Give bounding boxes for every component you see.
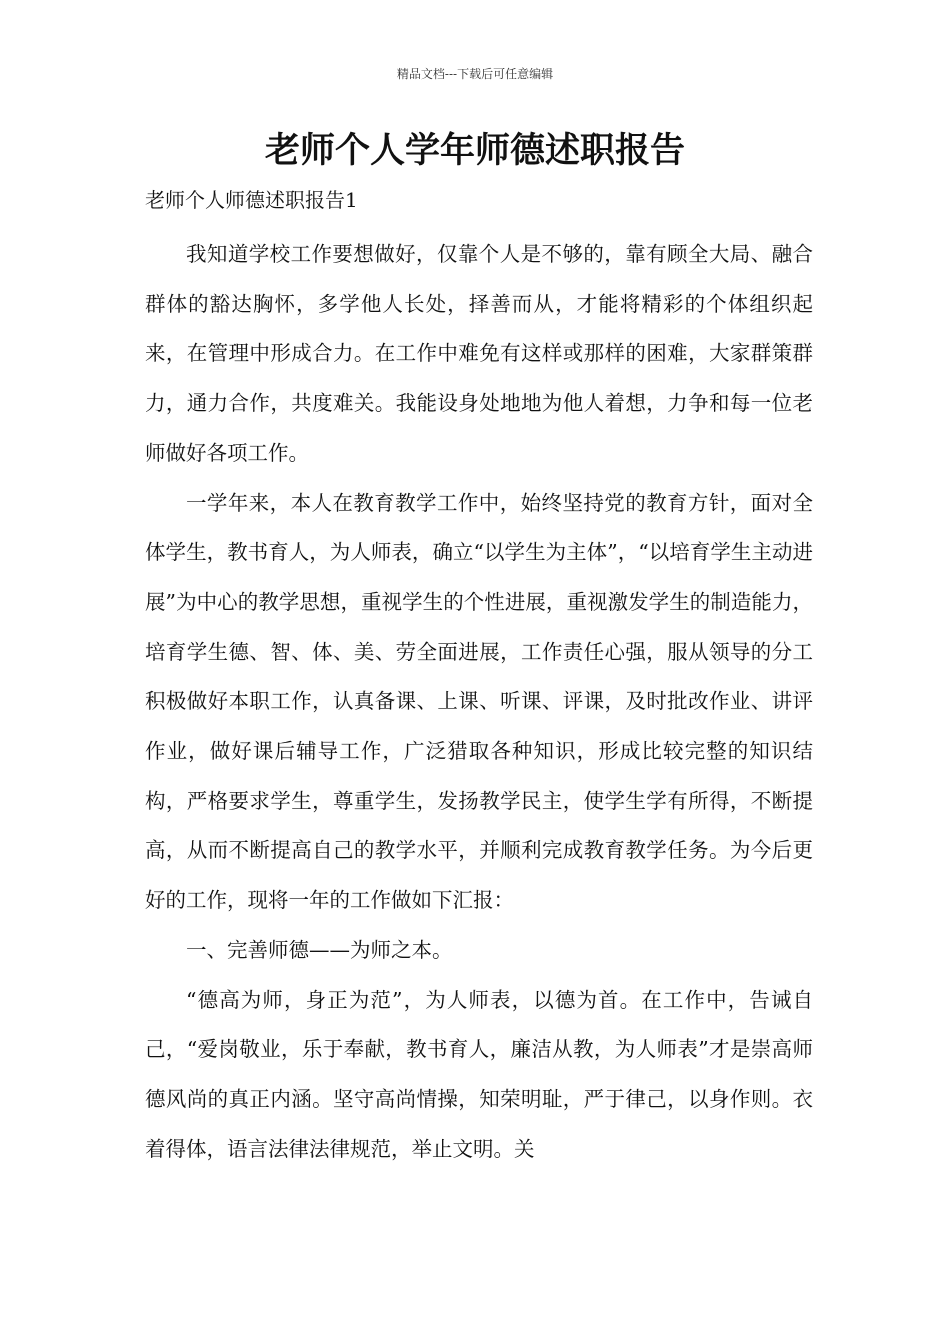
document-title: 老师个人学年师德述职报告 bbox=[264, 131, 685, 171]
page-header-note: 精品文档---下载后可任意编辑 bbox=[396, 67, 554, 81]
section-heading-ethics: 一、完善师德——为师之本。 bbox=[186, 937, 453, 962]
document-body bbox=[145, 230, 813, 1174]
document-subtitle: 老师个人师德述职报告1 bbox=[145, 188, 358, 212]
paragraph-year-summary: 一学年来，本人在教育教学工作中，始终坚持党的教育方针，面对全体学生，教书育人，为人师表，确立“以学生为主体”，“以培育学生主动进展”为中心的教学思想，重视学生的个性进展，重视激发学生的制造能力，培育学生德、智、体、美、劳全面进展，工作责任心强，服从领导的分工积极做好本职工作，认真备课、上课、听课、评课，及时批改作业、讲评作业，做好课后辅导工作，广泛猎取各种知识，形成比较完整的知识结构，严格要求学生，尊重学生，发扬教学民主，使学生学有所得，不断提高，从而不断提高自己的教学水平，并顺利完成教育教学任务。为今后更好的工作，现将一年的工作做如下汇报： bbox=[145, 490, 813, 913]
paragraph-ethics: “德高为师，身正为范”，为人师表，以德为首。在工作中，告诫自己，“爱岗敬业，乐于奉献，教书育人，廉洁从教，为人师表”才是崇高师德风尚的真正内涵。坚守高尚情操，知荣明耻，严于律己，以身作则。衣着得体，语言法律法律规范，举止文明。关 bbox=[145, 987, 813, 1161]
paragraph-teamwork: 我知道学校工作要想做好，仅靠个人是不够的，靠有顾全大局、融合群体的豁达胸怀，多学他人长处，择善而从，才能将精彩的个体组织起来，在管理中形成合力。在工作中难免有这样或那样的困难，大家群策群力，通力合作，共度难关。我能设身处地地为他人着想，力争和每一位老师做好各项工作。 bbox=[145, 242, 813, 465]
